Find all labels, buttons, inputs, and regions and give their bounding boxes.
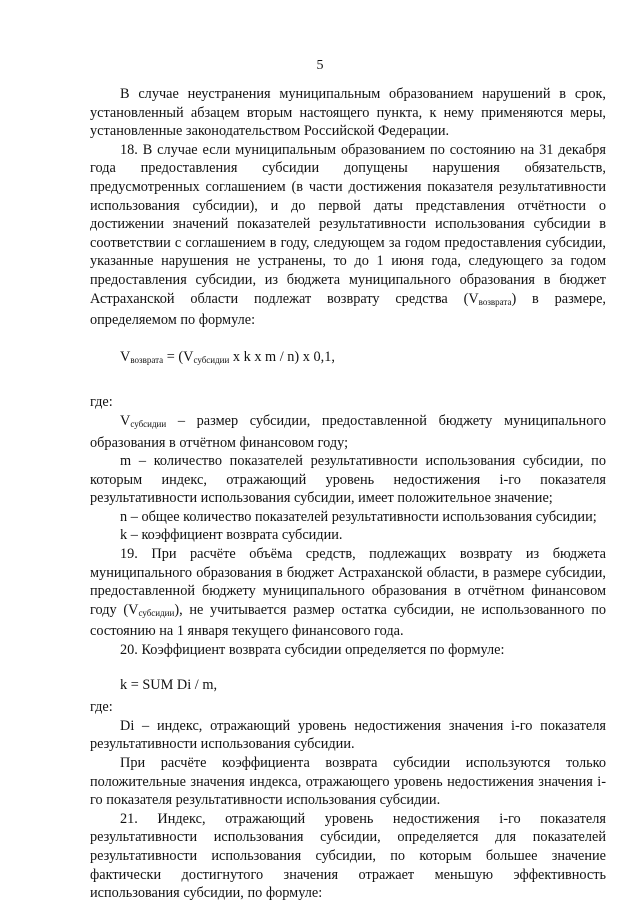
definition-m: m – количество показателей результативности использования субсидии, по которым индекс, отражающий уровень недостижения i-го показателя результативности использования субсидии, имеет положительное значение; [90,453,606,507]
paragraph-18: 18. В случае если муниципальным образованием по состоянию на 31 декабря года предоставления субсидии допущены нарушения обязательств, предусмотренных соглашением (в части достижения показателя результативности использования субсидии), и до первой даты представления отчётности о достижении значений показателей результативности использования субсидии в соответствии с соглашением в году, следующем за годом предоставления субсидии, указанные нарушения не устранены, то до 1 июня года, следующего за годом предоставления субсидии, из бюджета муниципального образования в бюджет Астраханской области подлежат возврату средства $(V_{возврата})$ в размере, определяемом по формуле: [90,141,606,329]
paragraph-19: 19. При расчёте объёма средств, подлежащих возврату из бюджета муниципального образования в бюджет Астраханской области, в размере субсидии, предоставленной бюджету муниципального образования в отчётном финансовом году $(V_{субсидии})$, не учитывается размер остатка субсидии, не использованного по состоянию на 1 января текущего финансового года. [90,546,606,640]
definition-v-subsidy: $V_{субсидии}$ – размер субсидии, предоставленной бюджету муниципального образования в отчётном финансовом году; [90,412,606,451]
document-body [90,85,606,903]
where-label-2: где: [90,699,113,716]
paragraph-noncompliance: В случае неустранения муниципальным образованием нарушений в срок, установленный абзацем вторым настоящего пункта, к нему применяются меры, установленные законодательством Российской Федерации. [90,86,606,140]
where-label: где: [90,394,113,411]
definition-k: k – коэффициент возврата субсидии. [120,527,343,544]
definition-di: Di – индекс, отражающий уровень недостижения значения i-го показателя результативности использования субсидии. [90,717,606,753]
paragraph-calculation-note: При расчёте коэффициента возврата субсидии используются только положительные значения индекса, отражающего уровень недостижения значения i-го показателя результативности использования субсидии. [90,755,606,809]
paragraph-20: 20. Коэффициент возврата субсидии определяется по формуле: [120,642,505,659]
definition-n: n – общее количество показателей результативности использования субсидии; [120,508,597,525]
formula-return-coefficient: k = SUM Di / m, [120,676,218,693]
paragraph-21: 21. Индекс, отражающий уровень недостижения i-го показателя результативности использования субсидии, определяется для показателей результативности использования субсидии, по которым большее значение фактически достигнутого значения отражает меньшую эффективность использования субсидии, по формуле: [90,810,606,902]
page-number: 5 [316,58,324,73]
formula-return-amount: $V_{возврата} = (V_{субсидии}$ x k x m / n) x 0,1, [120,348,335,365]
